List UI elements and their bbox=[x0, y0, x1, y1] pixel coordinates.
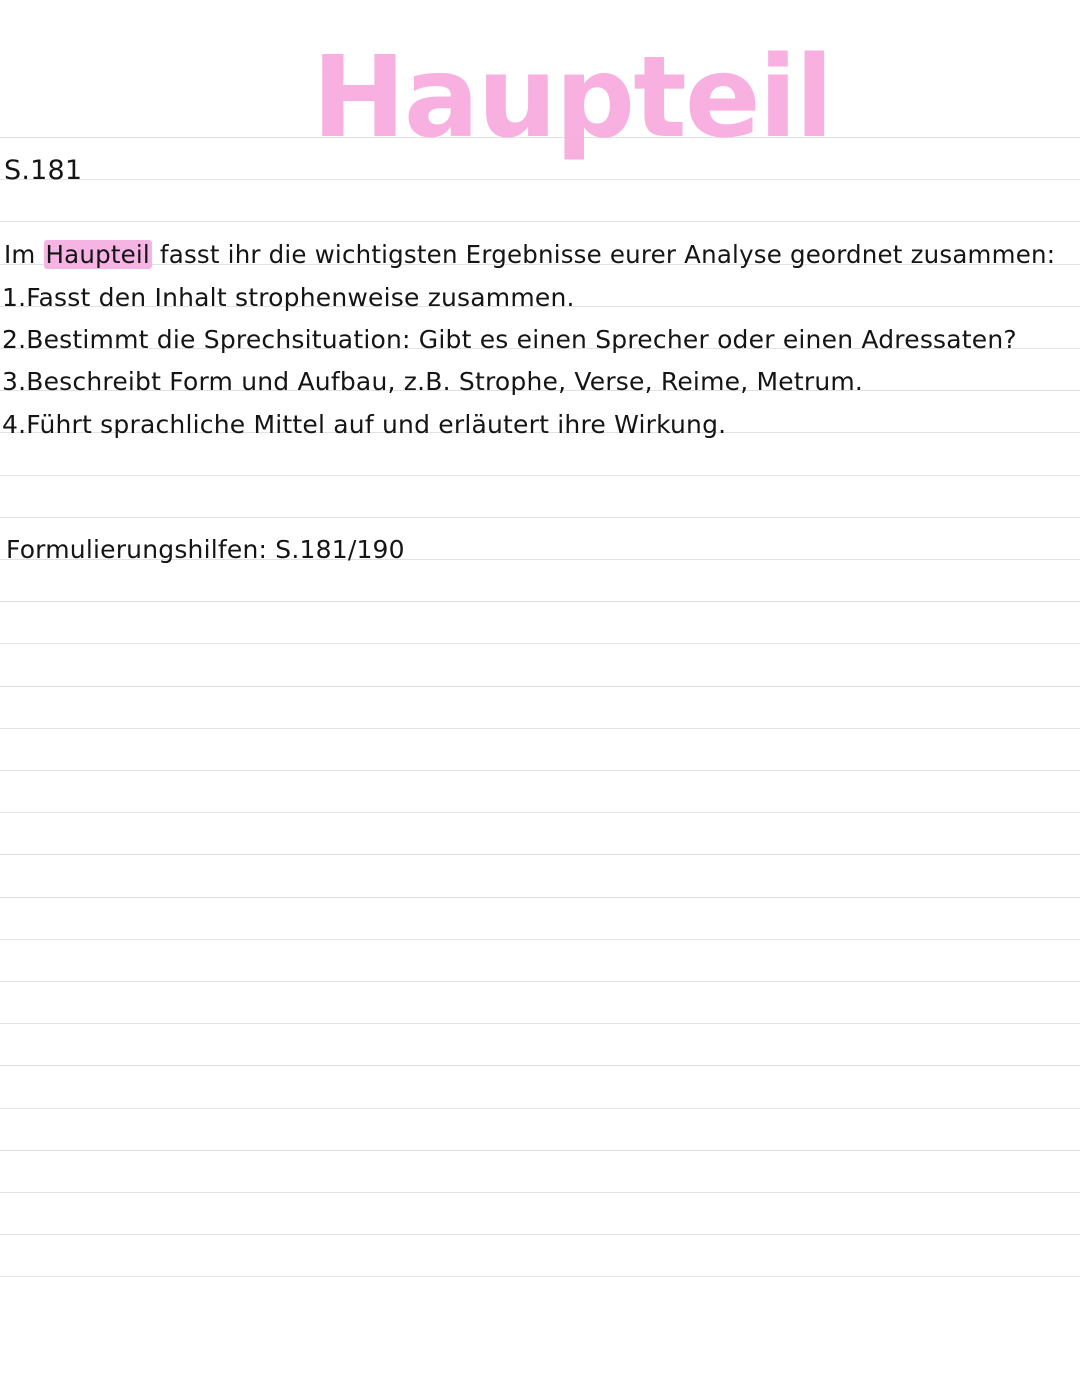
ruled-line bbox=[0, 939, 1080, 940]
intro-prefix: Im bbox=[4, 240, 36, 269]
ruled-line bbox=[0, 475, 1080, 476]
ruled-line bbox=[0, 1065, 1080, 1066]
ruled-line bbox=[0, 1108, 1080, 1109]
ruled-line bbox=[0, 179, 1080, 180]
step-item-2: 2.Bestimmt die Sprechsituation: Gibt es einen Sprecher oder einen Adressaten? bbox=[2, 325, 1017, 354]
ruled-line bbox=[0, 854, 1080, 855]
ruled-line bbox=[0, 517, 1080, 518]
intro-sentence bbox=[4, 240, 1055, 270]
highlighted-term: Haupteil bbox=[45, 240, 150, 269]
step-item-3: 3.Beschreibt Form und Aufbau, z.B. Strophe, Verse, Reime, Metrum. bbox=[2, 367, 864, 396]
ruled-line bbox=[0, 1023, 1080, 1024]
ruled-line bbox=[0, 812, 1080, 813]
ruled-line bbox=[0, 1234, 1080, 1235]
ruled-line bbox=[0, 221, 1080, 222]
ruled-line bbox=[0, 643, 1080, 644]
ruled-line bbox=[0, 981, 1080, 982]
intro-rest: fasst ihr die wichtigsten Ergebnisse eurer Analyse geordnet zusammen: bbox=[159, 240, 1056, 269]
ruled-line bbox=[0, 1276, 1080, 1277]
step-item-4: 4.Führt sprachliche Mittel auf und erläutert ihre Wirkung. bbox=[2, 410, 727, 439]
page-title: Haupteil bbox=[312, 33, 832, 163]
page-reference: S.181 bbox=[4, 155, 83, 186]
ruled-line bbox=[0, 728, 1080, 729]
ruled-line bbox=[0, 897, 1080, 898]
ruled-line bbox=[0, 686, 1080, 687]
ruled-line bbox=[0, 601, 1080, 602]
phrasing-help-reference: Formulierungshilfen: S.181/190 bbox=[6, 535, 405, 564]
step-item-1: 1.Fasst den Inhalt strophenweise zusammen. bbox=[2, 283, 575, 312]
ruled-line bbox=[0, 1150, 1080, 1151]
ruled-line bbox=[0, 770, 1080, 771]
ruled-line bbox=[0, 1192, 1080, 1193]
